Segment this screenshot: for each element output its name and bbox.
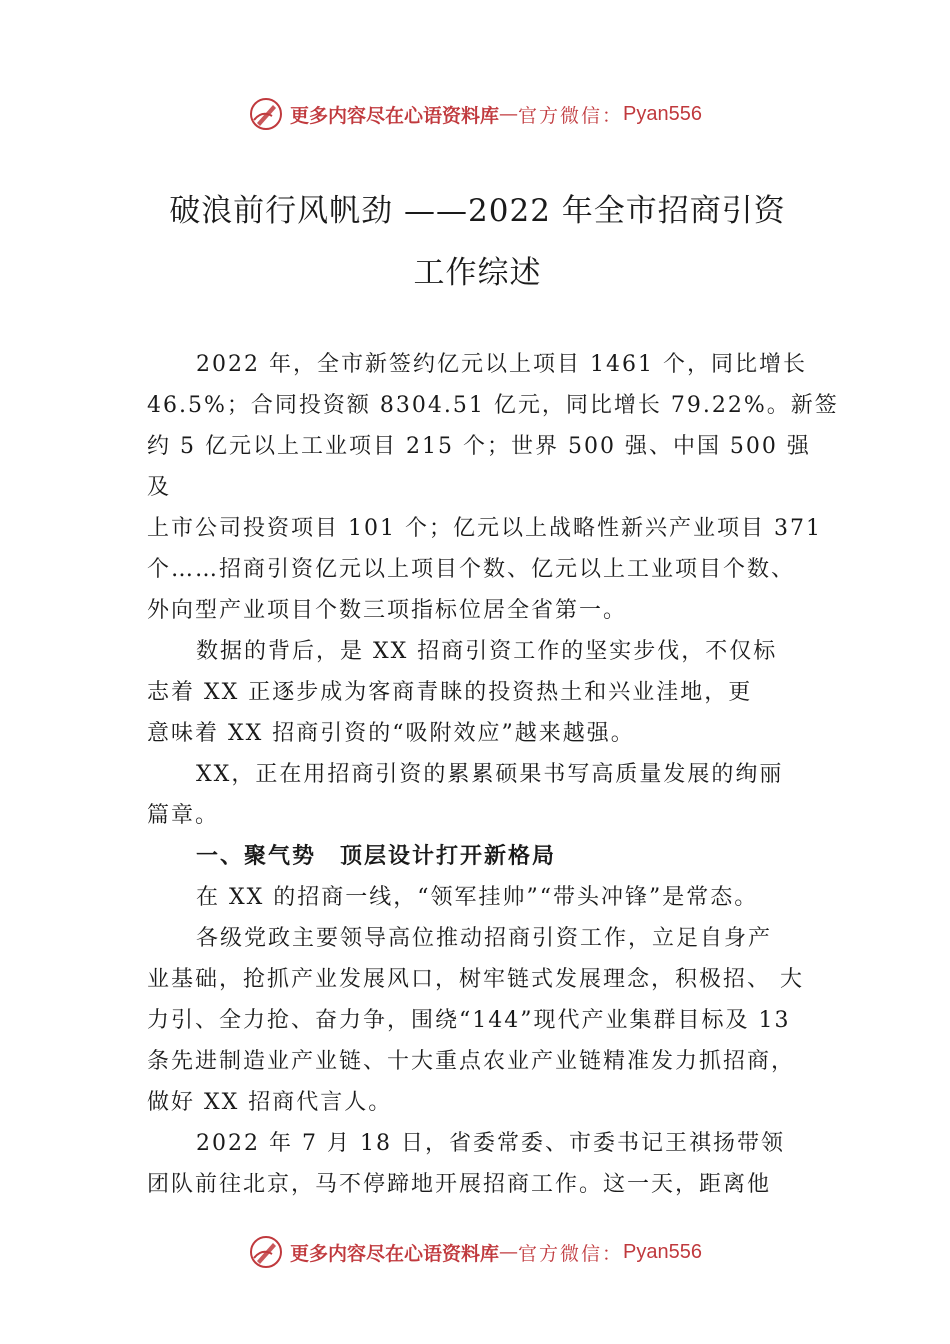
document-body [147,344,839,1205]
watermark-wechat-id: Pyan556 [623,1240,702,1263]
body-line: 2022 年 7 月 18 日，省委常委、市委书记王祺扬带领 [196,1131,785,1156]
body-line: 2022 年，全市新签约亿元以上项目 1461 个，同比增长 [196,352,807,377]
body-line: 力引、全力抢、奋力争，围绕“144”现代产业集群目标及 13 [147,1008,791,1033]
body-line: 业基础，抢抓产业发展风口，树牢链式发展理念，积极招、 大 [147,967,804,992]
watermark-header [0,94,950,134]
body-line: 各级党政主要领导高位推动招商引资工作，立足自身产 [196,926,773,951]
body-line: 数据的背后，是 XX 招商引资工作的坚实步伐，不仅标 [196,639,778,664]
watermark-wechat-label: 官方微信： [518,1242,624,1265]
body-line: 约 5 亿元以上工业项目 215 个；世界 500 强、中国 500 强 [147,434,811,459]
document-title-line-1: 破浪前行风帆劲 ——2022 年全市招商引资 [169,193,786,229]
watermark-separator: — [499,103,519,125]
body-line: 条先进制造业产业链、十大重点农业产业链精准发力抓招商， [147,1049,796,1074]
body-line: 意味着 XX 招商引资的“吸附效应”越来越强。 [147,721,635,746]
watermark-text: 更多内容尽在心语资料库 [290,1242,500,1265]
body-line: XX，正在用招商引资的累累硕果书写高质量发展的绚丽 [196,762,784,787]
watermark-separator: — [499,1241,519,1263]
body-line: 46.5%；合同投资额 8304.51 亿元，同比增长 79.22%。新签 [147,393,839,418]
pen-logo-icon [248,1234,284,1270]
body-line: 做好 XX 招商代言人。 [147,1090,393,1115]
body-line: 在 XX 的招商一线，“领军挂帅”“带头冲锋”是常态。 [196,885,759,910]
body-line: 上市公司投资项目 101 个；亿元以上战略性新兴产业项目 371 [147,516,822,541]
body-line: 团队前往北京，马不停蹄地开展招商工作。这一天，距离他 [147,1172,772,1197]
body-line: 篇章。 [147,803,220,828]
body-line: 及 [147,475,172,500]
watermark-text: 更多内容尽在心语资料库 [290,104,500,127]
pen-logo-icon [248,96,284,132]
body-line: 个……招商引资亿元以上项目个数、亿元以上工业项目个数、 [147,557,796,582]
watermark-footer [0,1232,950,1272]
watermark-wechat-id: Pyan556 [623,102,702,125]
body-line: 外向型产业项目个数三项指标位居全省第一。 [147,598,628,623]
section-heading: 一、聚气势 顶层设计打开新格局 [196,844,557,869]
body-line: 志着 XX 正逐步成为客商青睐的投资热土和兴业洼地，更 [147,680,753,705]
document-title-line-2: 工作综述 [413,255,542,291]
watermark-wechat-label: 官方微信： [518,104,624,127]
